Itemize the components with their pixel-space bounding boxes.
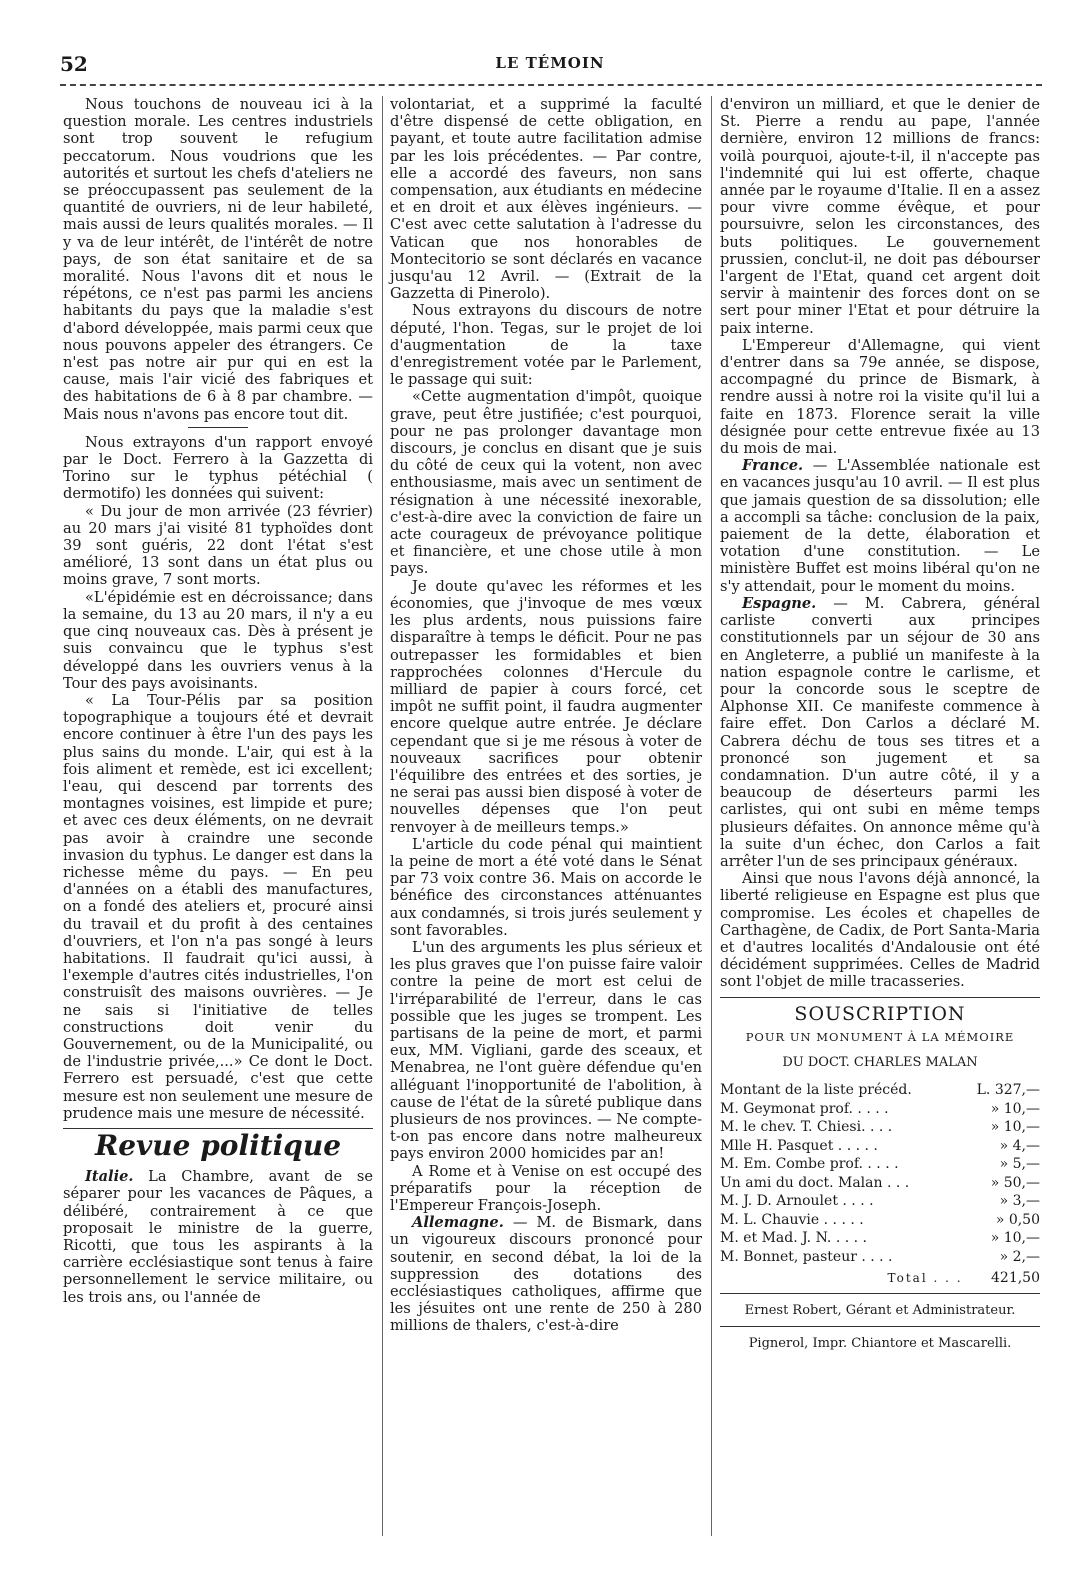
list-item xyxy=(720,1081,1040,1100)
country-label: Espagne. xyxy=(742,594,817,612)
paragraph: Nous extrayons d'un rapport envoyé par le Doct. Ferrero à la Gazzetta di Torino sur le typhus pétéchial ( dermotifo) les données qui suivent: xyxy=(63,433,373,503)
paragraph: «Cette augmentation d'impôt, quoique grave, peut être justifiée; c'est pourquoi, pour ne pas prolonger davantage mon discours, je conclus en disant que je suis du côté de ceux qui la votent, non avec enthousiasme, mais avec un sentiment de résignation à une nécessité inexorable, c'est-à-dire avec la conviction de faire un acte courageux de prévoyance politique et financière, et une chose utile à mon pays. xyxy=(390,388,702,578)
paragraph: d'environ un milliard, et que le denier de St. Pierre a rendu au pape, l'année dernière, environ 12 millions de francs: voilà pourquoi, ajoute-t-il, il n'accepte pas l'indemnité qui lui est offerte, chaque année par le royaume d'Italie. Il en a assez pour vivre comme évêque, et pour poursuivre, selon les circonstances, des buts politiques. Le gouvernement prussien, conclut-il, ne doit pas débourser l'argent de l'Etat, quand cet argent doit servir à maintenir des forces dont on se sert pour miner l'Etat et pour détruire la paix interne. xyxy=(720,96,1040,337)
printer-line: Pignerol, Impr. Chiantore et Mascarelli. xyxy=(748,1335,1012,1351)
donation-amount: » 10,— xyxy=(990,1119,1040,1136)
paragraph: « Du jour de mon arrivée (23 février) au 20 mars j'ai visité 81 typhoïdes dont 39 sont guéris, 22 dont l'état s'est amélioré, 13 sont dans un état plus ou moins grave, 7 sont morts. xyxy=(63,502,373,589)
paragraph xyxy=(720,457,1040,595)
paragraph: volontariat, et a supprimé la faculté d'être dispensé de cette obligation, en payant, et toute autre facilitation admise par les lois précédentes. — Par contre, elle a accordé des faveurs, non sans compensation, aux étudiants en médecine et en droit et aux élèves ingénieurs. — C'est avec cette salutation à l'adresse du Vatican que nos honorables de Montecitorio se sont déclarés en vacance jusqu'au 12 Avril. — (Extrait de la Gazzetta di Pinerolo). xyxy=(390,96,702,303)
paragraph: Nous extrayons du discours de notre député, l'hon. Tegas, sur le projet de loi d'augmentation de la taxe d'enregistrement votée par le Parlement, le passage qui suit: xyxy=(390,302,702,389)
paragraph: Ainsi que nous l'avons déjà annoncé, la liberté religieuse en Espagne est plus que compromise. Les écoles et chapelles de Carthagène, de Cadix, de Port Santa-Maria et d'autres localités d'Andalousie ont été décidément supprimées. Celles de Madrid sont l'objet de mille tracasseries. xyxy=(720,870,1040,991)
subscription-subheading: POUR UN MONUMENT À LA MÉMOIRE xyxy=(745,1029,1015,1044)
paragraph: Nous touchons de nouveau ici à la question morale. Les centres industriels sont trop souvent le refugium peccatorum. Nous voudrions que les autorités et surtout les chefs d'ateliers ne se préoccupassent pas seulement de la quantité de ouvriers, ni de leur habileté, mais aussi de leurs qualités morales. — Il y va de leur intérêt, de l'intérêt de notre pays, de son état sanitaire et de sa moralité. Nous l'avons dit et nous le répétons, ce n'est pas parmi les anciens habitants du pays que la maladie s'est d'abord développée, mais parmi ceux que nous pouvons appeler des étrangers. Ce n'est pas notre air pur qui en est la cause, mais l'air vicié des fabriques et des habitations de 6 à 8 par chambre. — Mais nous n'avons pas encore tout dit. xyxy=(63,96,373,423)
paragraph: L'article du code pénal qui maintient la peine de mort a été voté dans le Sénat par 73 voix contre 36. Mais on accorde le bénéfice des circonstances atténuantes aux condamnés, si trois jurés seulement y sont favorables. xyxy=(390,835,702,939)
donor-name: M. L. Chauvie . . . . . xyxy=(720,1211,864,1228)
donation-amount: » 10,— xyxy=(990,1230,1040,1247)
list-item xyxy=(720,1248,1040,1267)
paragraph xyxy=(390,1214,702,1334)
donor-name: Mlle H. Pasquet . . . . . xyxy=(720,1137,878,1154)
list-item xyxy=(720,1211,1040,1230)
paragraph-text: La Chambre, avant de se séparer pour les vacances de Pâques, a délibéré, contrairement à ce que proposait le ministre de la guerre, Ricotti, que tous les aspirants à la carrière ecclésiastique sont tenus à faire personnellement le service militaire, ou les trois ans, ou l'année de xyxy=(63,1168,373,1306)
donation-amount: » 50,— xyxy=(990,1174,1040,1191)
donation-amount: L. 327,— xyxy=(976,1082,1040,1099)
header-rule xyxy=(60,84,1042,86)
column-2 xyxy=(390,96,702,1335)
donor-name: M. Bonnet, pasteur . . . . xyxy=(720,1248,893,1265)
subscription-box xyxy=(720,1002,1040,1288)
donation-amount: » 4,— xyxy=(999,1137,1040,1154)
separator xyxy=(720,1293,1040,1294)
separator xyxy=(720,1326,1040,1327)
country-label: Allemagne. xyxy=(412,1214,504,1232)
country-label: Italie. xyxy=(85,1168,134,1186)
column-3 xyxy=(720,96,1040,1352)
paragraph: L'un des arguments les plus sérieux et les plus graves que l'on puisse faire valoir contre la peine de mort est celui de l'irréparabilité de l'erreur, dans le cas possible que les juges se trompent. Les partisans de la peine de mort, et parmi eux, MM. Vigliani, garde des sceaux, et Menabrea, ne l'ont guère défendue qu'en alléguant l'inopportunité de l'abolition, à cause de l'état de la sûreté publique dans plusieurs de nos provinces. — Ne compte-t-on pas encore dans notre malheureux pays environ 2000 homicides par an! xyxy=(390,938,702,1163)
list-item xyxy=(720,1155,1040,1174)
signature-line: Ernest Robert, Gérant et Administrateur. xyxy=(744,1303,1016,1319)
donor-name: M. Em. Combe prof. . . . . xyxy=(720,1156,899,1173)
donation-amount: » 10,— xyxy=(990,1100,1040,1117)
donor-name: M. le chev. T. Chiesi. . . . xyxy=(720,1119,893,1136)
donor-name: Un ami du doct. Malan . . . xyxy=(720,1174,910,1191)
subscription-total xyxy=(720,1270,1040,1287)
journal-title: LE TÉMOIN xyxy=(495,54,605,72)
list-item xyxy=(720,1100,1040,1119)
list-item xyxy=(720,1174,1040,1193)
list-item xyxy=(720,1192,1040,1211)
list-item xyxy=(720,1118,1040,1137)
column-1 xyxy=(63,96,373,1306)
list-item xyxy=(720,1229,1040,1248)
country-label: France. xyxy=(742,457,804,475)
subscription-subheading-name: DU DOCT. CHARLES MALAN xyxy=(782,1054,978,1070)
paragraph xyxy=(720,595,1040,870)
separator xyxy=(720,997,1040,998)
separator xyxy=(188,427,248,428)
list-item xyxy=(720,1137,1040,1156)
subscription-heading: SOUSCRIPTION xyxy=(794,1002,966,1025)
page-number: 52 xyxy=(60,52,88,76)
page-header xyxy=(60,52,1040,78)
donation-amount: » 3,— xyxy=(999,1193,1040,1210)
donation-amount: » 5,— xyxy=(999,1156,1040,1173)
total-label: Total . . . xyxy=(887,1271,963,1286)
paragraph: «L'épidémie est en décroissance; dans la semaine, du 13 au 20 mars, il n'y a eu que cinq nouveaux cas. Dès à présent je suis convaincu que le typhus s'est développé dans les ouvriers venus à la Tour des pays avoisinants. xyxy=(63,588,373,692)
donor-name: M. et Mad. J. N. . . . . xyxy=(720,1230,867,1247)
paragraph: L'Empereur d'Allemagne, qui vient d'entrer dans sa 79e année, se dispose, accompagné du prince de Bismark, à rendre aussi à notre roi la visite qu'il lui a faite en 1873. Florence serait la ville désignée pour cette entrevue fixée au 13 du mois de mai. xyxy=(720,336,1040,458)
section-title: Revue politique xyxy=(94,1128,342,1162)
total-value: 421,50 xyxy=(991,1270,1040,1287)
paragraph: « La Tour-Pélis par sa position topographique a toujours été et devrait encore continuer à être l'un des pays les plus sains du monde. L'air, qui est à la fois aliment et remède, est ici excellent; l'eau, qui descend par torrents des montagnes voisines, est limpide et pure; et avec ces deux éléments, on ne devrait pas avoir à craindre une seconde invasion du typhus. Le danger est dans la richesse même du pays. — En peu d'années on a établi des manufactures, on a fondé des ateliers et, procuré ainsi du travail et du profit à des centaines d'ouvriers, et l'on n'a pas songé à leurs habitations. Il faudrait qu'ici aussi, à l'exemple d'autres cités industrielles, l'on construisît des maisons ouvrières. — Je ne sais si l'initiative de telles constructions doit venir du Gouvernement, ou de la Municipalité, ou de l'industrie privée,...» Ce dont le Doct. Ferrero est persuadé, c'est que cette mesure est non seulement une mesure de prudence mais une mesure de nécessité. xyxy=(63,691,373,1122)
paragraph-text: — M. de Bismark, dans un vigoureux discours prononcé pour soutenir, en second débat, la loi de la suppression des dotations des ecclésiastiques catholiques, affirme que les jésuites ont une rente de 250 à 280 millions de thalers, c'est-à-dire xyxy=(390,1214,703,1335)
donation-amount: » 2,— xyxy=(999,1248,1040,1265)
paragraph: Je doute qu'avec les réformes et les économies, que j'invoque de mes vœux les plus ardents, nous puissions faire disparaître à temps le déficit. Pour ne pas outrepasser les formidables et bien rapprochées colonnes d'Hercule du milliard de papier à cours forcé, cet impôt ne suffit point, il faudra augmenter encore quelque autre entrée. Je déclare cependant que si je me résous à voter de nouveaux sacrifices pour obtenir l'équilibre des entrées et des sorties, je ne serai pas aussi bien disposé à voter de nouvelles dépenses que l'on peut renvoyer à de meilleurs temps.» xyxy=(390,577,702,836)
subscription-list xyxy=(720,1081,1040,1266)
donor-name: Montant de la liste précéd. xyxy=(720,1082,912,1099)
column-divider xyxy=(711,96,712,1536)
paragraph-text: — L'Assemblée nationale est en vacances jusqu'au 10 avril. — Il est plus que jamais question de sa dissolution; elle a accompli sa tâche: conclusion de la paix, paiement de la dette, élaboration et votation d'une constitution. — Le ministère Buffet est moins libéral qu'on ne s'y attendait, pour le moment du moins. xyxy=(720,457,1040,595)
column-divider xyxy=(382,96,383,1536)
donation-amount: » 0,50 xyxy=(995,1211,1040,1228)
donor-name: M. Geymonat prof. . . . . xyxy=(720,1100,889,1117)
paragraph xyxy=(63,1168,373,1306)
paragraph-text: — M. Cabrera, général carliste converti aux principes constitutionnels par un séjour de 30 ans en Angleterre, a publié un manifeste à la nation espagnole contre le carlisme, et pour la concorde sous le sceptre de Alphonse XII. Ce manifeste commence à faire effet. Don Carlos a déclaré M. Cabrera déchu de tous ses titres et a prononcé son jugement et sa condamnation. D'un autre côté, il y a beaucoup de déserteurs parmi les carlistes, qui ont subi en même temps plusieurs défaites. On annonce même qu'à la suite d'un échec, don Carlos a fait arrêter l'un de ses principaux généraux. xyxy=(720,594,1041,870)
paragraph: A Rome et à Venise on est occupé des préparatifs pour la réception de l'Empereur François-Joseph. xyxy=(390,1162,702,1214)
donor-name: M. J. D. Arnoulet . . . . xyxy=(720,1193,874,1210)
